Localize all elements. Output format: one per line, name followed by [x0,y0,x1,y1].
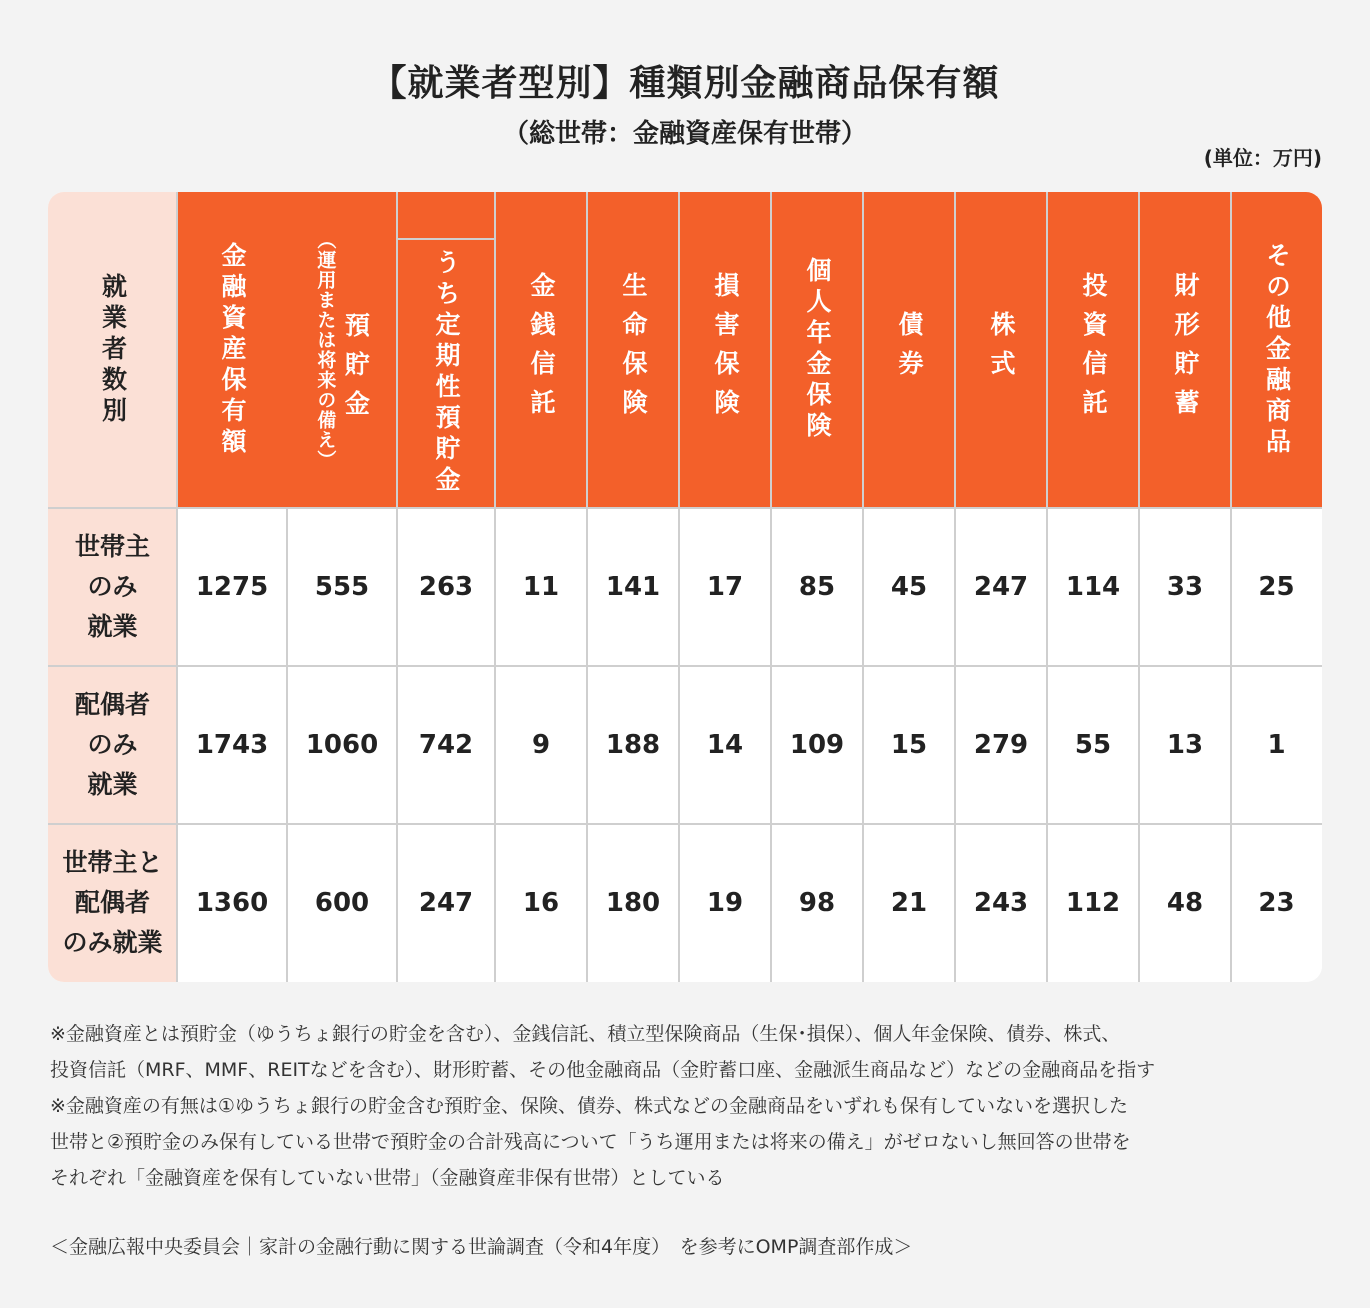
footnote-line: それぞれ「金融資産を保有していない世帯」（金融資産非保有世帯）としている [50,1167,725,1189]
unit-label: (単位：万円) [1203,146,1322,170]
table-cell: 243 [955,824,1047,982]
column-header [177,192,287,508]
grid-line [48,823,1322,825]
column-header [863,192,955,508]
column-header-label: 金銭信託 [527,272,556,428]
footnote-line: 投資信託（MRF、MMF、REITなどを含む）、財形貯蓄、その他金融商品（金貯蓄口座、金融派生商品など）などの金融商品を指す [50,1059,1156,1081]
row-header-line: 世帯主 [74,532,150,561]
table-cell: 180 [587,824,679,982]
footnote-line: ※金融資産の有無は①ゆうちょ銀行の貯金含む預貯金、保険、債券、株式などの金融商品をいずれも保有していないを選択した [50,1095,1128,1117]
column-header [587,192,679,508]
table-cell: 114 [1047,508,1139,666]
holdings-table [48,192,1322,982]
table-cell: 14 [679,666,771,824]
row-header-line: 就業 [87,612,138,641]
table-cell: 21 [863,824,955,982]
grid-line [770,192,772,982]
footnote-line: 世帯と②預貯金のみ保有している世帯で預貯金の合計残高について「うち運用または将来の備え」がゼロないし無回答の世帯を [50,1131,1131,1153]
row-header-line: のみ [87,572,138,601]
column-header-label: 財形貯蓄 [1171,272,1200,428]
table-cell: 247 [397,824,495,982]
table-cell: 16 [495,824,587,982]
grid-line [678,192,680,982]
table-cell: 33 [1139,508,1231,666]
table-cell: 188 [587,666,679,824]
table-cell: 1 [1231,666,1322,824]
column-header-label: 預貯金 [341,311,371,429]
table-cell: 1360 [177,824,287,982]
table-cell: 48 [1139,824,1231,982]
grid-line [954,192,956,982]
table-cell: 109 [771,666,863,824]
table-cell: 1060 [287,666,397,824]
row-header [48,824,177,982]
column-header-label: 金融資産保有額 [218,241,247,459]
row-header-line: のみ就業 [62,928,163,957]
grid-line [1230,192,1232,982]
row-header-line: 世帯主と [62,848,163,877]
table-cell: 279 [955,666,1047,824]
table-cell: 17 [679,508,771,666]
table-cell: 11 [495,508,587,666]
column-header-label: その他金融商品 [1262,241,1292,459]
grid-line [494,192,496,982]
table-cell: 98 [771,824,863,982]
grid-line [397,238,495,240]
column-header [1047,192,1139,508]
grid-line [48,665,1322,667]
column-header [955,192,1047,508]
column-header-label: 投資信託 [1079,272,1108,428]
source-citation: ＜金融広報中央委員会｜家計の金融行動に関する世論調査（令和4年度） を参考にOMP調査部作成＞ [50,1236,913,1258]
table-cell: 55 [1047,666,1139,824]
table-cell: 25 [1231,508,1322,666]
table-cell: 247 [955,508,1047,666]
row-header-line: のみ [87,730,138,759]
table-cell: 263 [397,508,495,666]
table-cell: 13 [1139,666,1231,824]
grid-line [586,192,588,982]
table-cell: 23 [1231,824,1322,982]
grid-line [862,192,864,982]
corner-label: 就業者数別 [98,272,128,428]
grid-line [1138,192,1140,982]
table-cell: 600 [287,824,397,982]
table-cell: 19 [679,824,771,982]
deposit-note: （運用または将来の備え） [314,230,337,470]
row-header-line: 配偶者 [74,888,150,917]
grid-line [48,507,1322,509]
footnotes [50,1016,1155,1196]
column-header [1231,192,1322,508]
grid-line [176,192,178,982]
column-header [287,192,397,508]
page-title: 【就業者型別】種類別金融商品保有額 [370,63,1000,104]
table-cell: 45 [863,508,955,666]
page-subtitle: （総世帯：金融資産保有世帯） [502,119,867,149]
row-header-line: 就業 [87,770,138,799]
column-header [679,192,771,508]
column-header [771,192,863,508]
table-cell: 1275 [177,508,287,666]
column-header [1139,192,1231,508]
grid-line [396,238,398,508]
grid-line [286,508,288,982]
column-header-label: 生命保険 [619,272,648,428]
row-header-line: 配偶者 [74,690,150,719]
table-cell: 555 [287,508,397,666]
table-cell: 1743 [177,666,287,824]
footnote-line: ※金融資産とは預貯金（ゆうちょ銀行の貯金を含む）、金銭信託、積立型保険商品（生保･損保）、個人年金保険、債券、株式、 [50,1023,1121,1045]
table-cell: 9 [495,666,587,824]
column-header-label: うち定期性預貯金 [432,249,461,497]
column-header-label: 株式 [987,311,1016,389]
table-cell: 112 [1047,824,1139,982]
table-cell: 85 [771,508,863,666]
table-cell: 742 [397,666,495,824]
table-cell: 15 [863,666,955,824]
corner-header [48,192,177,508]
column-header-label: 個人年金保険 [803,257,832,443]
row-header [48,666,177,824]
column-header-label: 債券 [895,311,924,389]
table-cell: 141 [587,508,679,666]
column-header-label: 損害保険 [711,272,740,428]
grid-line [1046,192,1048,982]
row-header [48,508,177,666]
column-header [495,192,587,508]
